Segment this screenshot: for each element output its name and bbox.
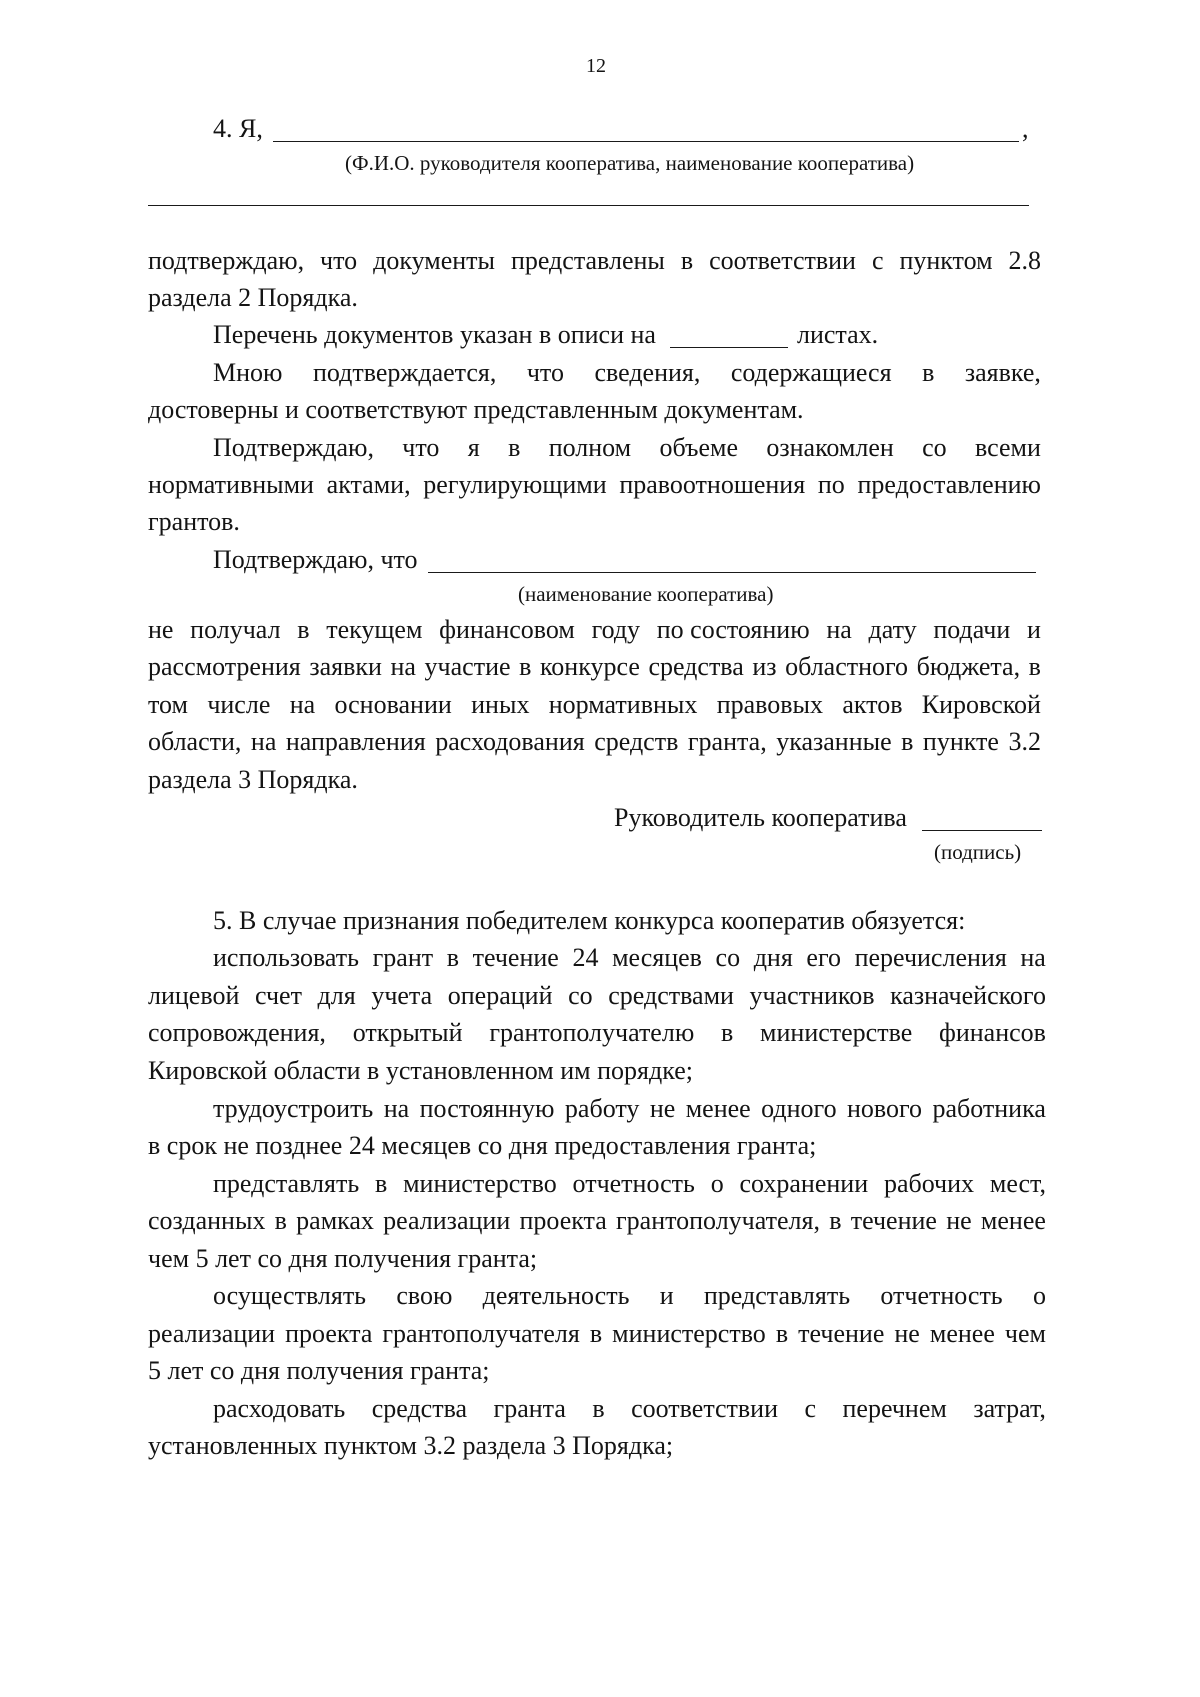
word: 2.8 [1008,246,1041,275]
confirm-documents-line-2: раздела 2 Порядка. [148,283,358,312]
word: не [894,1319,920,1348]
cooperative-name-blank[interactable] [428,572,1036,573]
word: грант [372,943,434,972]
word: Мною [213,358,283,387]
word: казначейского [890,981,1046,1010]
word: году [591,615,641,644]
word: в [592,1394,605,1423]
name-field-caption: (Ф.И.О. руководителя кооператива, наименование кооператива) [345,151,915,175]
word: дату [868,615,917,644]
word: отчетность [880,1281,1003,1310]
word: предоставлению [857,470,1041,499]
word: в [519,652,532,681]
word: на [826,615,852,644]
word: работника [932,1094,1046,1123]
word: со [922,433,947,462]
word: в [901,727,914,756]
word: отчетность [572,1169,695,1198]
word: что [320,246,358,275]
word: участников [749,981,875,1010]
word: областного [785,652,909,681]
word: нормативными [148,470,314,499]
word: заявки [309,652,382,681]
word: получал [190,615,281,644]
document-list-suffix: листах. [797,320,879,349]
word: подтверждаю, [148,246,305,275]
item-5-heading: 5. В случае признания победителем конкурса кооператив обязуется: [213,906,966,935]
word: и [659,1281,674,1310]
word: не [649,1094,676,1123]
word: сопровождения, [148,1018,326,1047]
acquaintance-line-2 [148,472,1041,498]
word: трудоустроить [213,1094,374,1123]
word: сохранении [739,1169,869,1198]
grant-use-line-1 [213,945,1046,971]
name-blank-line[interactable] [273,141,1019,142]
word: грантополучателя, [616,1206,820,1235]
signature-blank[interactable] [922,830,1042,831]
word: в [589,1319,603,1348]
word: со [568,981,593,1010]
word: из [752,652,777,681]
reliability-line-1 [213,360,1041,386]
word: реализации [148,1319,276,1348]
word: в [1028,652,1041,681]
word: не [946,1206,972,1235]
word: актов [842,690,903,719]
word: с [804,1394,817,1423]
word: рабочих [883,1169,975,1198]
word: созданных [148,1206,266,1235]
word: правоотношения [619,470,806,499]
grant-use-line-4: Кировской области в установленном им порядке; [148,1056,693,1085]
cooperative-name-caption: (наименование кооператива) [518,582,774,606]
word: по состоянию [656,615,810,644]
word: текущем [326,615,423,644]
word: грантополучателю [489,1018,695,1047]
word: указанные [776,727,892,756]
word: одного [761,1094,837,1123]
word: по [817,470,845,499]
word: нового [847,1094,923,1123]
word: мест, [989,1169,1046,1198]
spending-line-2: установленных пунктом 3.2 раздела 3 Порядка; [148,1431,674,1460]
word: представлять [213,1169,360,1198]
word: нормативных [548,690,698,719]
word: ознакомлен [766,433,894,462]
word: операций [447,981,553,1010]
word: в [297,615,310,644]
word: регулирующими [423,470,607,499]
word: с [871,246,884,275]
word: подтверждается, [312,358,497,387]
word: числе [207,690,271,719]
word: в [446,943,459,972]
reporting-jobs-line-1 [213,1171,1046,1197]
word: документы [373,246,495,275]
word: расходования [435,727,585,756]
word: я [467,433,480,462]
word: для [317,981,356,1010]
word: о [1032,1281,1046,1310]
word: министерство [403,1169,557,1198]
word: участие [424,652,511,681]
grant-use-line-3 [148,1020,1046,1046]
word: министерстве [760,1018,913,1047]
acquaintance-line-1 [213,435,1041,461]
word: представлены [510,246,665,275]
word: месяцев [612,943,702,972]
no-funds-line-4 [148,729,1041,755]
word: бюджета, [916,652,1021,681]
word: гранта [493,1394,566,1423]
word: пунктом [899,246,993,275]
word: проекта [285,1319,373,1348]
word: представлять [703,1281,851,1310]
word: чем [1004,1319,1046,1348]
confirm-documents-line-1 [148,248,1041,274]
word: 3.2 [1008,727,1041,756]
word: сведения, [594,358,701,387]
activity-line-2 [148,1321,1046,1347]
word: в [775,1319,789,1348]
word: в [922,358,935,387]
word: свою [396,1281,453,1310]
reliability-line-2: достоверны и соответствуют представленным документам. [148,395,804,424]
word: постоянную [419,1094,555,1123]
word: в [274,1206,287,1235]
word: и [1026,615,1041,644]
word: финансовом [439,615,575,644]
word: средств [594,727,679,756]
word: министерство [612,1319,766,1348]
signature-label: Руководитель кооператива [614,803,907,832]
word: соответствии [631,1394,779,1423]
sheets-count-blank[interactable] [670,347,788,348]
word: работу [564,1094,640,1123]
word: содержащиеся [730,358,892,387]
grant-use-line-2 [148,983,1046,1009]
word: конкурсе [539,652,640,681]
word: пункте [922,727,999,756]
word: реализации [383,1206,511,1235]
word: правовых [716,690,824,719]
no-funds-line-3 [148,692,1041,718]
word: полном [548,433,632,462]
page-number: 12 [586,55,606,77]
word: объеме [659,433,739,462]
word: использовать [213,943,359,972]
word: течение [850,1206,937,1235]
word: на [1020,943,1046,972]
word: что [526,358,564,387]
word: Подтверждаю, [213,433,374,462]
no-funds-line-1 [148,617,1041,643]
document-list-text: Перечень документов указан в описи на [213,320,656,349]
word: о [710,1169,724,1198]
word: рассмотрения [148,652,301,681]
word: в [721,1018,734,1047]
word: открытый [352,1018,463,1047]
word: заявке, [964,358,1041,387]
word: гранта, [687,727,767,756]
word: лицевой [148,981,240,1010]
word: соответствии [709,246,856,275]
word: Кировской [921,690,1041,719]
word: течение [798,1319,885,1348]
reporting-jobs-line-2 [148,1208,1046,1234]
word: том [148,690,188,719]
word: дня [753,943,793,972]
word: направления [285,727,426,756]
word: в [829,1206,842,1235]
word: перечисления [854,943,1007,972]
word: 24 [572,943,599,972]
item-4-prefix: 4. Я, [213,114,263,143]
word: основании [334,690,452,719]
activity-line-1 [213,1283,1046,1309]
name-continuation-line[interactable] [148,205,1029,206]
word: подачи [933,615,1011,644]
spending-line-1 [213,1396,1046,1422]
word: учета [371,981,433,1010]
word: со [715,943,741,972]
word: проекта [519,1206,607,1235]
word: счет [254,981,302,1010]
item-4-comma: , [1022,114,1029,143]
word: иных [471,690,530,719]
word: рамках [296,1206,374,1235]
word: средствами [608,981,734,1010]
word: всеми [975,433,1041,462]
word: средства [648,652,744,681]
word: на [250,727,277,756]
no-funds-line-5: раздела 3 Порядка. [148,765,358,794]
no-funds-line-2 [148,654,1041,680]
word: не [148,615,174,644]
word: средства [371,1394,468,1423]
employment-line-1 [213,1096,1046,1122]
word: на [390,652,416,681]
signature-caption: (подпись) [934,840,1022,864]
word: менее [685,1094,751,1123]
word: финансов [939,1018,1046,1047]
word: расходовать [213,1394,346,1423]
employment-line-2: в срок не позднее 24 месяцев со дня предоставления гранта; [148,1131,817,1160]
word: в [508,433,521,462]
word: менее [929,1319,995,1348]
word: на [289,690,316,719]
word: на [383,1094,410,1123]
activity-line-3: 5 лет со дня получения гранта; [148,1356,490,1385]
word: в [375,1169,388,1198]
word: менее [980,1206,1046,1235]
word: грантополучателя [382,1319,580,1348]
word: в [680,246,694,275]
word: деятельность [482,1281,630,1310]
word: что [402,433,440,462]
word: течение [472,943,559,972]
word: перечнем [842,1394,947,1423]
cooperative-confirm-text: Подтверждаю, что [213,545,418,574]
word: области, [148,727,242,756]
word: его [806,943,841,972]
reporting-jobs-line-3: чем 5 лет со дня получения гранта; [148,1244,538,1273]
word: актами, [326,470,411,499]
word: осуществлять [213,1281,367,1310]
word: затрат, [973,1394,1046,1423]
acquaintance-line-3: грантов. [148,507,240,536]
